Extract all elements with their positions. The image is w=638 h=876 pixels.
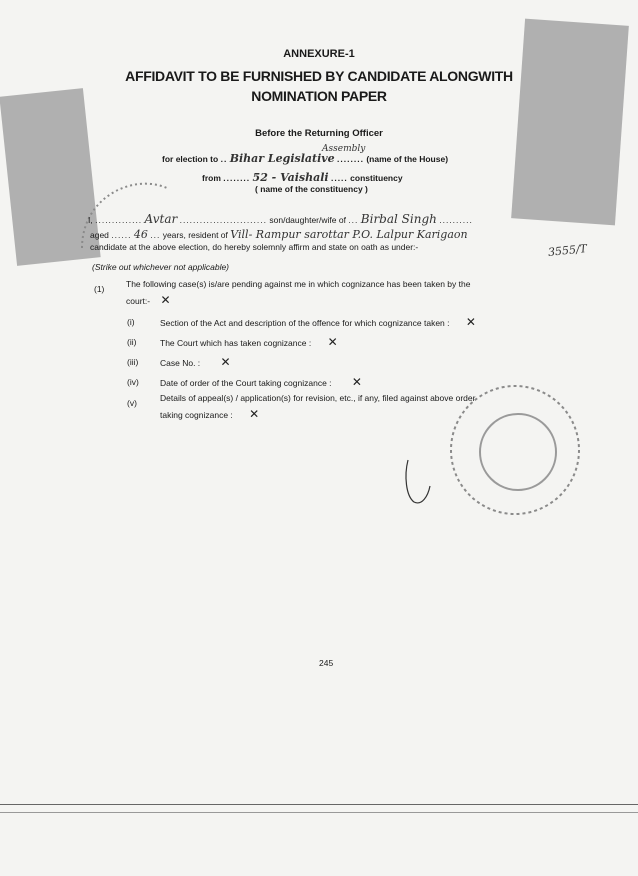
resident-label: years, resident of [162, 230, 228, 240]
item-iv-number: (iv) [127, 377, 139, 387]
item-ii-text: The Court which has taken cognizance : ✕ [160, 335, 338, 349]
strike-mark-icon: ✕ [160, 293, 171, 307]
from-prefix: from [202, 173, 221, 183]
case-number-note: 3555/T [547, 241, 588, 260]
aged-prefix: aged [90, 230, 109, 240]
title-line-2: NOMINATION PAPER [251, 88, 387, 104]
point-1-text-line-1: The following case(s) is/are pending against me in which cognizance has been taken by the [126, 279, 471, 289]
point-1-number: (1) [94, 284, 105, 294]
before-returning-officer: Before the Returning Officer [255, 128, 383, 139]
item-iii-number: (iii) [127, 357, 139, 367]
page-number: 245 [319, 658, 334, 668]
affirm-text: candidate at the above election, do hereby solemnly affirm and state on oath as under:- [90, 242, 419, 252]
aged-line: aged ...... 46 ... years, resident of Vill- Rampur sarottar P.O. Lalpur Karigaon [90, 228, 468, 241]
item-ii-number: (ii) [127, 337, 137, 347]
from-value: 52 - Vaishali [252, 171, 329, 184]
election-line: for election to .. Bihar Legislative ........ (name of the House) [162, 152, 449, 165]
item-v-text: Details of appeal(s) / application(s) for revision, etc., if any, filed against above order [160, 393, 476, 403]
i-prefix: I, [88, 215, 93, 225]
item-i-number: (i) [127, 317, 135, 327]
annexure-label: ANNEXURE-1 [283, 48, 355, 60]
election-prefix: for election to [162, 154, 219, 164]
election-value: Bihar Legislative [229, 152, 335, 165]
bottom-rule-1 [0, 804, 638, 805]
strike-mark-icon: ✕ [465, 315, 476, 329]
item-v-number: (v) [127, 398, 137, 408]
signature-scribble [400, 456, 440, 508]
item-v-text-line-2: taking cognizance : ✕ [160, 407, 260, 421]
strike-mark-icon: ✕ [220, 355, 231, 369]
parent-name: Birbal Singh [360, 212, 437, 226]
point-1-text-line-2: court:- ✕ [126, 293, 171, 307]
election-suffix: (name of the House) [366, 154, 449, 164]
from-line: from ........ 52 - Vaishali ..... constituency [202, 171, 403, 184]
from-suffix: constituency [350, 173, 403, 183]
item-iii-text: Case No. : ✕ [160, 355, 231, 369]
strike-mark-icon: ✕ [351, 375, 362, 389]
age-value: 46 [133, 228, 148, 241]
address-value: Vill- Rampur sarottar P.O. Lalpur Karigaon [230, 228, 468, 241]
item-iv-text: Date of order of the Court taking cognizance : ✕ [160, 375, 362, 389]
title-line-1: AFFIDAVIT TO BE FURNISHED BY CANDIDATE ALONGWITH [125, 68, 513, 84]
strike-note: (Strike out whichever not applicable) [92, 262, 230, 272]
relation-label: son/daughter/wife of [269, 215, 346, 225]
declarant-name: Avtar [144, 212, 178, 226]
strike-mark-icon: ✕ [327, 335, 338, 349]
constituency-note: ( name of the constituency ) [255, 184, 368, 194]
strike-mark-icon: ✕ [249, 407, 260, 421]
assembly-handwritten: Assembly [322, 144, 366, 154]
item-i-text: Section of the Act and description of the offence for which cognizance taken : ✕ [160, 315, 476, 329]
bottom-rule-2 [0, 812, 638, 813]
declarant-name-line: I, .............. Avtar .......................... son/daughter/wife of ... Birbal Singh .......... [88, 212, 473, 226]
